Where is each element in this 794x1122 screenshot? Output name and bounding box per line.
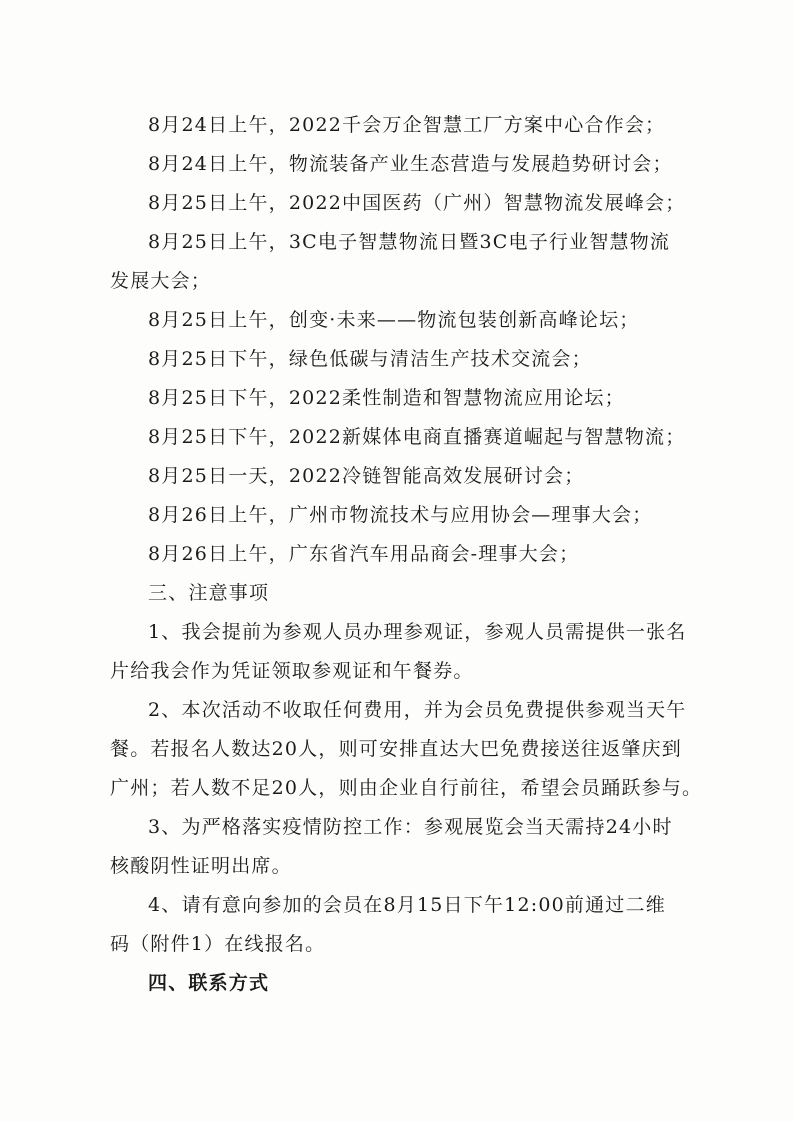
- schedule-item-9: 8月25日一天，2022冷链智能高效发展研讨会；: [148, 465, 585, 487]
- schedule-item-3: 8月25日上午，2022中国医药（广州）智慧物流发展峰会；: [148, 192, 686, 214]
- schedule-item-7: 8月25日下午，2022柔性制造和智慧物流应用论坛；: [148, 387, 625, 409]
- schedule-item-10: 8月26日上午，广州市物流技术与应用协会—理事大会；: [148, 504, 653, 526]
- schedule-item-1: 8月24日上午，2022千会万企智慧工厂方案中心合作会；: [148, 114, 666, 136]
- notice-1-line-2: 片给我会作为凭证领取参观证和午餐券。: [110, 660, 474, 682]
- schedule-item-11: 8月26日上午，广东省汽车用品商会-理事大会；: [148, 543, 580, 565]
- notice-1-line-1: 1、我会提前为参观人员办理参观证，参观人员需提供一张名: [148, 621, 687, 643]
- notice-4-line-2: 码（附件1）在线报名。: [110, 933, 326, 955]
- notice-3-line-1: 3、为严格落实疫情防控工作：参观展览会当天需持24小时: [148, 816, 673, 838]
- notice-3-line-2: 核酸阴性证明出席。: [110, 855, 292, 877]
- schedule-item-6: 8月25日下午，绿色低碳与清洁生产技术交流会；: [148, 348, 592, 370]
- schedule-item-5: 8月25日上午，创变·未来——物流包装创新高峰论坛；: [148, 309, 640, 331]
- schedule-item-4: 8月25日上午，3C电子智慧物流日暨3C电子行业智慧物流: [148, 231, 671, 253]
- notice-2-line-3: 广州；若人数不足20人，则由企业自行前往，希望会员踊跃参与。: [110, 777, 703, 799]
- schedule-item-2: 8月24日上午，物流装备产业生态营造与发展趋势研讨会；: [148, 153, 673, 175]
- notice-2-line-1: 2、本次活动不收取任何费用，并为会员免费提供参观当天午: [148, 699, 687, 721]
- schedule-item-8: 8月25日下午，2022新媒体电商直播赛道崛起与智慧物流；: [148, 426, 686, 448]
- document-body: [110, 106, 703, 1003]
- section-3-title: 三、注意事项: [148, 582, 270, 604]
- notice-4-line-1: 4、请有意向参加的会员在8月15日下午12:00前通过二维: [148, 894, 666, 916]
- notice-2-line-2: 餐。若报名人数达20人，则可安排直达大巴免费接送往返肇庆到: [110, 738, 682, 760]
- schedule-item-4-cont: 发展大会；: [110, 270, 212, 292]
- section-4-title: 四、联系方式: [148, 972, 270, 994]
